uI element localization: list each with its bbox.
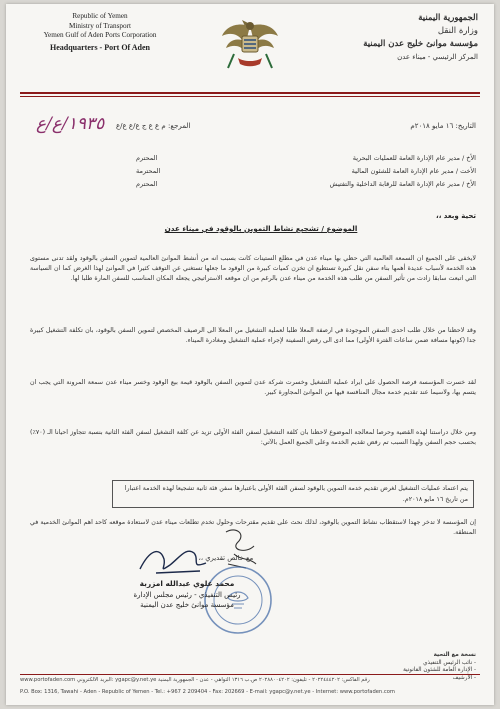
header-ar-ministry: وزارة النقل	[437, 26, 478, 36]
footer-arabic-contact: www.portofaden.com البريد الالكتروني: ygapc@y.net.ye رقم الفاكس: ٢٠٢٢٤٤٤٢٠٢ - تليفون: ٢٠٢٨٨٠٠٤٢٠٢ ص.ب ١٣١٦ التواهي - عدن - الجمهورية اليمنية	[20, 677, 370, 683]
reference-number: المرجع: م ع ع ج ع/ع ع/ع	[116, 122, 191, 130]
recipient-1-title: المحترم	[136, 154, 158, 162]
header-en-country: Republic of Yemen	[72, 12, 128, 20]
footer-english-contact: P.O. Box: 1316, Tawahi - Aden - Republic of Yemen - Tel.: +967 2 209404 - Fax: 202669 - E-mail: ygapc@y.net.ye - Internet: www.portofaden.com	[20, 689, 395, 695]
letter-page	[6, 4, 494, 705]
recipient-1: الأخ / مدير عام الإدارة العامة للعمليات البحرية	[352, 154, 476, 162]
header-en-corporation: Yemen Gulf of Aden Ports Corporation	[43, 31, 157, 40]
cc-item: - نائب الرئيس التنفيذي	[423, 659, 476, 666]
header-en-headquarters: Headquarters - Port Of Aden	[50, 42, 150, 52]
footer-rule	[20, 674, 480, 675]
recipient-2-title: المحترمة	[136, 167, 161, 175]
cc-item: - الإدارة العامة للشئون القانونية	[403, 667, 476, 673]
signatory-title: رئيس التنفيذي - رئيس مجلس الإدارة	[133, 590, 241, 599]
closing-salutation: مع خالص تقديري ،،	[198, 554, 254, 562]
cc-heading: نسخة مع التحية	[433, 652, 476, 658]
recipient-3: الأخ / مدير عام الإدارة العامة للرقابة الداخلية والتفتيش	[329, 180, 476, 188]
header-ar-country: الجمهورية اليمنية	[418, 13, 478, 23]
closing-paragraph: إن المؤسسة لا تدخر جهدا لاستقطاب نشاط التموين بالوقود، لذلك نحث على تقديم مقترحات وحلول تخدم تطلعات ميناء عدن لاستعادة موقعه كاحد اهم الموانئ الخدمية في المنطقة.	[30, 519, 476, 537]
greeting: تحية وبعد ،،	[436, 212, 476, 220]
header-ar-corporation: مؤسسة موانئ خليج عدن اليمنية	[363, 39, 478, 49]
header-en-ministry: Ministry of Transport	[69, 21, 131, 30]
header-arabic	[328, 12, 478, 64]
boxed-instruction: يتم اعتماد عمليات التشغيل لغرض تقديم خدمة التموين بالوقود لسفن الفئة الأولى باعتبارها سفن فئة ثانية تشجيعا لهذه الخدمة اعتبارا من تاريخ ١٦ مايو ٢٠١٨م.	[112, 480, 474, 508]
paragraph-2: وقد لاحظنا من خلال طلب احدى السفن الموجودة في ارصفة المعلا طلبا لعملية التشغيل من المعلا الى الرصيف المخصص لتموين السفن بالوقود، بان تكلفة التشغيل كبيرة جدا (كونها مسافة ضمن ساعات الفترة الأولى) مما ادى الى رفض السفينة لإجراء عملية التشغيل ومغادرة الميناء.	[30, 327, 476, 345]
signature-block	[132, 579, 242, 611]
subject-line: الموضوع / تشجيع نشاط التموين بالوقود في ميناء عدن	[164, 224, 358, 233]
signatory-name: محمد علوي عبدالله امزربة	[139, 579, 235, 588]
header-rule-thick	[20, 92, 480, 94]
header-ar-headquarters: المركز الرئيسي - ميناء عدن	[397, 53, 478, 61]
recipient-3-title: المحترم	[136, 180, 158, 188]
recipient-2: الأخت / مدير عام الإدارة العامة للشئون المالية	[351, 167, 476, 175]
paragraph-4: ومن خلال دراستنا لهذه القضية وحرصا لمعالجة الموضوع لاحظنا بان كلفة التشغيل لسفن الفئة الأولى تزيد عن كلفة التشغيل لسفن الفئة الثانية بنسبة تتجاوز احيانا الـ (٧٠٪) بحسب حجم السفن ولهذا السبب تم رفض تقديم الخدمة وعلى الجميع العمل بالآتي:	[30, 429, 476, 447]
header-english	[20, 12, 180, 52]
paragraph-3: لقد خسرت المؤسسة فرصة الحصول على ايراد عملية التشغيل وخسرت شركة عدن لتموين السفن بالوقود قيمة بيع الوقود وخسر ميناء عدن سمعة المرونة التي يجب ان يتسم بها، ولاسيما عند تقديم خدمة مجال المنافسة فيها من الموانئ المجاورة كبير.	[30, 379, 476, 397]
letter-date: التاريخ: ١٦ مايو ٢٠١٨م	[410, 122, 476, 130]
paragraph-1: لايخفى على الجميع ان السمعة العالمية التي حظي بها ميناء عدن في مطلع الستينات كانت بسبب انه من أنشط الموانئ العالمية لتموين السفن بالوقود ولقد تدنى مستوى هذه الخدمة لأسباب عديدة أهمها بناء سفن نقل كبيرة تستطيع ان تخزن كميات كبيرة من الوقود ما جعلها تستغني عن التوقف كثيرا في الموانئ لهذا الغرض كما ان السياسة التي اتبعت سابقا زادت من تأثير السفن من طلب هذه الخدمة من ميناء عدن بالرغم من ان موقعه الاستراتيجي يجعله المكان المناسب للسفن المارة طلبا لها.	[30, 255, 476, 283]
cc-item: - الأرشيف	[452, 674, 476, 681]
handwritten-reference: ١٩٣٥/ع/ع	[36, 114, 105, 134]
signatory-organization: مؤسسة موانئ خليج عدن اليمنية	[140, 601, 234, 609]
eagle-emblem-icon	[220, 18, 280, 72]
header-rule-thin	[20, 96, 480, 97]
